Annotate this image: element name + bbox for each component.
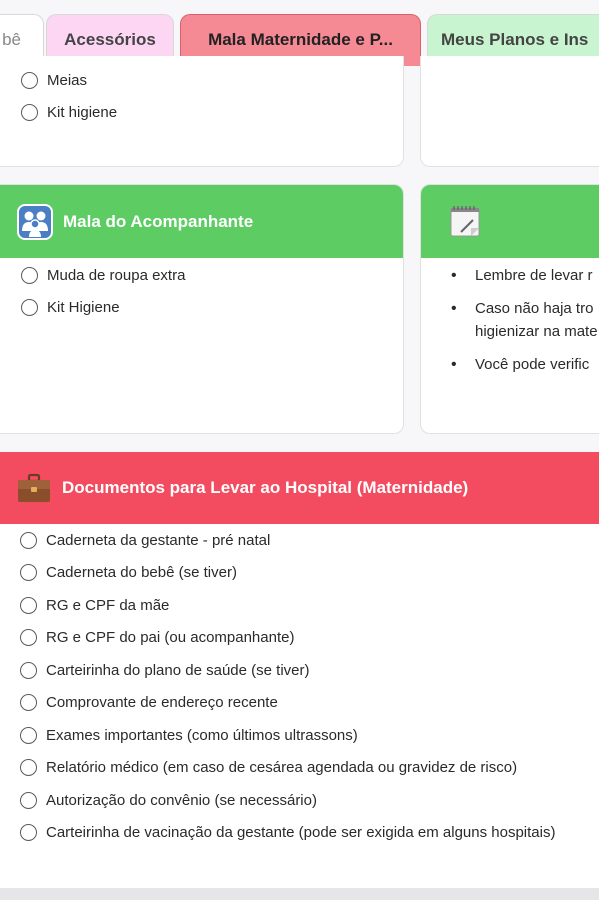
checklist-item[interactable] [20,622,599,655]
tab-accessories[interactable]: Acessórios [46,14,174,66]
tip-item: • Lembre de levar r [451,264,599,287]
checklist-item[interactable] [21,64,403,97]
checklist-item[interactable] [20,687,599,720]
checklist-item[interactable] [20,784,599,817]
checklist-item[interactable] [20,557,599,590]
people-icon [17,204,53,240]
checklist-item-label: Kit higiene [47,104,118,122]
tab-baby[interactable]: bê [0,14,44,66]
previous-list-card [0,56,404,167]
companion-bag-header [0,185,403,258]
checklist-item-label: RG e CPF do pai (ou acompanhante) [46,629,295,647]
checklist-item-label: Carteirinha do plano de saúde (se tiver) [46,661,310,679]
bottom-edge [0,888,599,900]
documents-title: Documentos para Levar ao Hospital (Maternidade) [62,478,469,497]
tips-header [421,185,599,258]
checklist-item[interactable] [21,97,403,130]
radio-button[interactable] [20,564,37,581]
tab-maternity-bag[interactable]: Mala Maternidade e P... [180,14,421,66]
briefcase-icon [16,470,52,506]
radio-button[interactable] [20,792,37,809]
radio-button[interactable] [20,532,37,549]
checklist-item-label: Comprovante de endereço recente [46,694,278,712]
radio-button[interactable] [20,824,37,841]
radio-button[interactable] [20,597,37,614]
checklist-item-label: Meias [47,71,88,89]
radio-button[interactable] [21,299,38,316]
radio-button[interactable] [20,759,37,776]
radio-button[interactable] [21,267,38,284]
documents-header [0,452,599,524]
radio-button[interactable] [21,104,38,121]
tip-item: • Caso não haja tro higienizar na mate [451,297,599,343]
tip-item: • Você pode verific [451,353,599,376]
checklist-item[interactable] [20,752,599,785]
radio-button[interactable] [20,629,37,646]
notepad-icon [447,204,483,240]
companion-bag-card [0,184,404,434]
checklist-item[interactable] [21,292,403,325]
radio-button[interactable] [21,72,38,89]
checklist-item-label: Kit Higiene [47,299,120,317]
checklist-item-label: Caderneta da gestante - pré natal [46,531,271,549]
checklist-item[interactable] [21,259,403,292]
documents-card [0,452,599,900]
tab-my-plans[interactable]: Meus Planos e Ins [427,14,599,66]
checklist-item-label: Exames importantes (como últimos ultrassons) [46,726,358,744]
checklist-item-label: Carteirinha de vacinação da gestante (pode ser exigida em alguns hospitais) [46,824,556,842]
checklist-item[interactable] [20,654,599,687]
checklist-item[interactable] [20,817,599,850]
radio-button[interactable] [20,694,37,711]
checklist-item-label: Relatório médico (em caso de cesárea agendada ou gravidez de risco) [46,759,518,777]
checklist-item[interactable] [20,719,599,752]
tips-card [420,184,599,434]
companion-bag-title: Mala do Acompanhante [63,211,254,231]
radio-button[interactable] [20,662,37,679]
checklist-item-label: Autorização do convênio (se necessário) [46,791,317,809]
checklist-item[interactable] [20,524,599,557]
checklist-item-label: RG e CPF da mãe [46,596,170,614]
previous-right-card [420,56,599,167]
radio-button[interactable] [20,727,37,744]
checklist-item-label: Caderneta do bebê (se tiver) [46,564,237,582]
checklist-item-label: Muda de roupa extra [47,266,186,284]
checklist-item[interactable] [20,589,599,622]
